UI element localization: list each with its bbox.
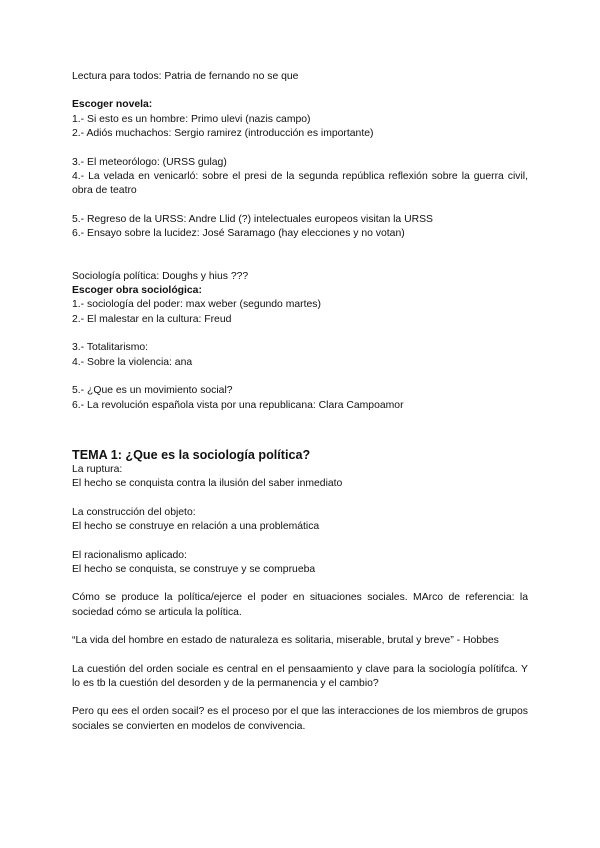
construccion-text: El hecho se construye en relación a una problemática xyxy=(72,521,320,533)
sociological-work-heading: Escoger obra sociológica: xyxy=(72,285,202,297)
ruptura-text: El hecho se conquista contra la ilusión del saber inmediato xyxy=(72,478,343,490)
tema-heading: TEMA 1: ¿Que es la sociología política? xyxy=(72,447,311,462)
work-item-6: 6.- La revolución española vista por una republicana: Clara Campoamor xyxy=(72,399,404,411)
document-page xyxy=(72,70,528,734)
novel-item-1: 1.- Si esto es un hombre: Primo ulevi (nazis campo) xyxy=(72,113,311,125)
novel-heading: Escoger novela: xyxy=(72,99,153,111)
work-item-5: 5.- ¿Que es un movimiento social? xyxy=(72,385,233,397)
novel-item-5: 5.- Regreso de la URSS: Andre Llid (?) intelectuales europeos visitan la URSS xyxy=(72,213,433,225)
paragraph-politica: Cómo se produce la política/ejerce el poder en situaciones sociales. MArco de referencia: la sociedad cómo se articula la política. xyxy=(72,592,528,618)
work-item-4: 4.- Sobre la violencia: ana xyxy=(72,356,193,368)
novel-item-6: 6.- Ensayo sobre la lucidez: José Saramago (hay elecciones y no votan) xyxy=(72,228,405,240)
work-item-2: 2.- El malestar en la cultura: Freud xyxy=(72,313,232,325)
racionalismo-text: El hecho se conquista, se construye y se comprueba xyxy=(72,563,316,575)
hobbes-quote: “La vida del hombre en estado de naturaleza es solitaria, miserable, brutal y breve” - Hobbes xyxy=(72,635,499,647)
novel-item-3: 3.- El meteorólogo: (URSS gulag) xyxy=(72,156,227,168)
novel-item-2: 2.- Adiós muchachos: Sergio ramirez (introducción es importante) xyxy=(72,128,374,140)
sociologia-politica-line: Sociología política: Doughs y hius ??? xyxy=(72,270,249,282)
work-item-3: 3.- Totalitarismo: xyxy=(72,342,149,354)
paragraph-definicion-orden: Pero qu ees el orden socail? es el proceso por el que las interacciones de los miembros de grupos sociales se convierten en modelos de convivencia. xyxy=(72,706,528,732)
racionalismo-label: El racionalismo aplicado: xyxy=(72,549,187,561)
reading-line: Lectura para todos: Patria de fernando no se que xyxy=(72,71,299,82)
work-item-1: 1.- sociología del poder: max weber (segundo martes) xyxy=(72,299,321,311)
paragraph-orden-social: La cuestión del orden sociale es central en el pensaamiento y clave para la sociología polítifca. Y lo es tb la cuestión del desorden y de la permanencia y el cambio? xyxy=(72,663,528,689)
novel-item-4: 4.- La velada en venicarló: sobre el presi de la segunda república reflexión sobre la guerra civil, obra de teatro xyxy=(72,171,528,197)
construccion-label: La construcción del objeto: xyxy=(72,506,196,518)
ruptura-label: La ruptura: xyxy=(72,463,123,475)
